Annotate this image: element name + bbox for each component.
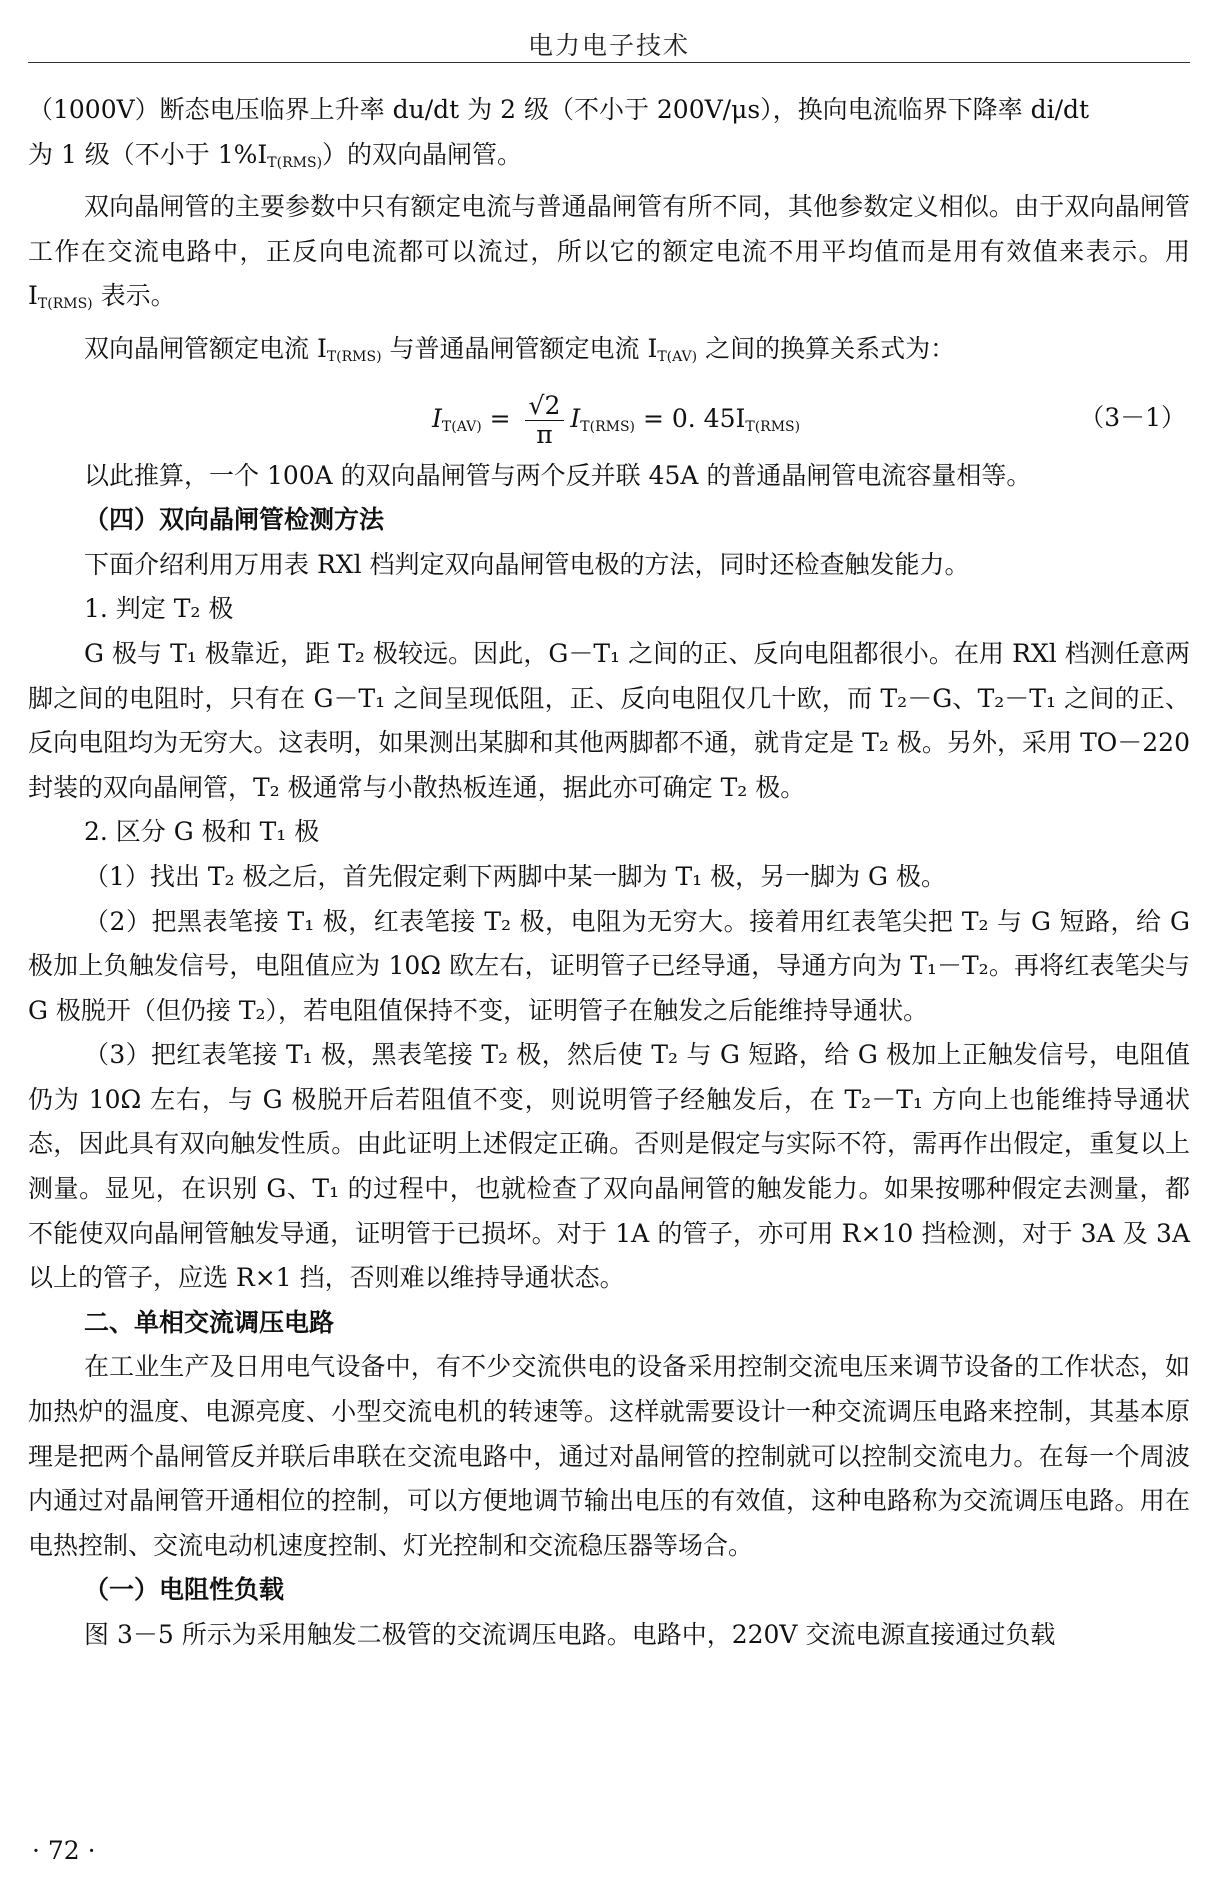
paragraph: （2）把黑表笔接 T₁ 极，红表笔接 T₂ 极，电阻为无穷大。接着用红表笔尖把 T₂ 与 G 短路，给 G 极加上负触发信号，电阻值应为 10Ω 欧左右，证明管子已经导通，导通方向为 T₁－T₂。再将红表笔尖与 G 极脱开（但仍接 T₂），若电阻值保持不变，证明管子在触发之后能维持导通状。 [28,906,1190,1025]
page-number: · 72 · [32,1836,96,1865]
paragraph: G 极与 T₁ 极靠近，距 T₂ 极较远。因此，G－T₁ 之间的正、反向电阻都很小。在用 RXl 档测任意两脚之间的电阻时，只有在 G－T₁ 之间呈现低阻，正、反向电阻仅几十欧，而 T₂－G、T₂－T₁ 之间的正、反向电阻均为无穷大。这表明，如果测出某脚和其他两脚都不通，就肯定是 T₂ 极。另外，采用 TO－220 封装的双向晶闸管，T₂ 极通常与小散热板连通，据此亦可确定 T₂ 极。 [28,638,1190,802]
fraction: $\frac{√2}{\pi}$ [525,392,565,449]
paragraph: 双向晶闸管额定电流 IT(RMS) 与普通晶闸管额定电流 IT(AV) 之间的换算关系式为： [84,333,956,365]
section-heading: （四）双向晶闸管检测方法 [84,505,385,535]
paragraph: （3）把红表笔接 T₁ 极，黑表笔接 T₂ 极，然后使 T₂ 与 G 短路，给 G 极加上正触发信号，电阻值仍为 10Ω 左右，与 G 极脱开后若阻值不变，则说明管子经触发后，在 T₂－T₁ 方向上也能维持导通状态，因此具有双向触发性质。由此证明上述假定正确。否则是假定与实际不符，需再作出假定，重复以上测量。显见，在识别 G、T₁ 的过程中，也就检查了双向晶闸管的触发能力。如果按哪种假定去测量，都不能使双向晶闸管触发导通，证明管于已损坏。对于 1A 的管子，亦可用 R×10 挡检测，对于 3A 及 3A 以上的管子，应选 R×1 挡，否则难以维持导通状态。 [28,1040,1190,1293]
subsection-heading: 2. 区分 G 极和 T₁ 极 [84,817,320,847]
section-heading: （一）电阻性负载 [84,1575,285,1605]
paragraph: 在工业生产及日用电气设备中，有不少交流供电的设备采用控制交流电压来调节设备的工作状态，如加热炉的温度、电源亮度、小型交流电机的转速等。这样就需要设计一种交流调压电路来控制，其基本原理是把两个晶闸管反并联后串联在交流电路中，通过对晶闸管的控制就可以控制交流电力。在每一个周波内通过对晶闸管开通相位的控制，可以方便地调节输出电压的有效值，这种电路称为交流调压电路。用在电热控制、交流电动机速度控制、灯光控制和交流稳压器等场合。 [28,1352,1190,1560]
page-body [28,88,1190,1658]
equation-3-1 [28,380,1190,454]
paragraph: 下面介绍利用万用表 RXl 档判定双向晶闸管电极的方法，同时还检查触发能力。 [84,549,970,579]
paragraph: 图 3－5 所示为采用触发二极管的交流调压电路。电路中，220V 交流电源直接通过负载 [84,1620,1056,1649]
equation-number: （3－1） [1079,402,1186,432]
paragraph: 为 1 级（不小于 1%IT(RMS)）的双向晶闸管。 [28,139,523,171]
paragraph: （1）找出 T₂ 极之后，首先假定剩下两脚中某一脚为 T₁ 极，另一脚为 G 极。 [84,861,946,891]
equation-expression: IT(AV) = $\frac{√2}{\pi}$ IT(RMS) = 0. 45IT(RMS) [432,390,801,449]
subsection-heading: 1. 判定 T₂ 极 [84,594,234,624]
paragraph: 双向晶闸管的主要参数中只有额定电流与普通晶闸管有所不同，其他参数定义相似。由于双向晶闸管工作在交流电路中，正反向电流都可以流过，所以它的额定电流不用平均值而是用有效值来表示。用 IT(RMS) 表示。 [28,192,1190,313]
section-heading: 二、单相交流调压电路 [84,1307,335,1337]
paragraph: （1000V）断态电压临界上升率 du/dt 为 2 级（不小于 200V/μs），换向电流临界下降率 di/dt [28,95,1090,124]
running-header: 电力电子技术 [527,31,690,60]
header-rule [28,62,1190,63]
paragraph: 以此推算，一个 100A 的双向晶闸管与两个反并联 45A 的普通晶闸管电流容量相等。 [84,460,1032,490]
